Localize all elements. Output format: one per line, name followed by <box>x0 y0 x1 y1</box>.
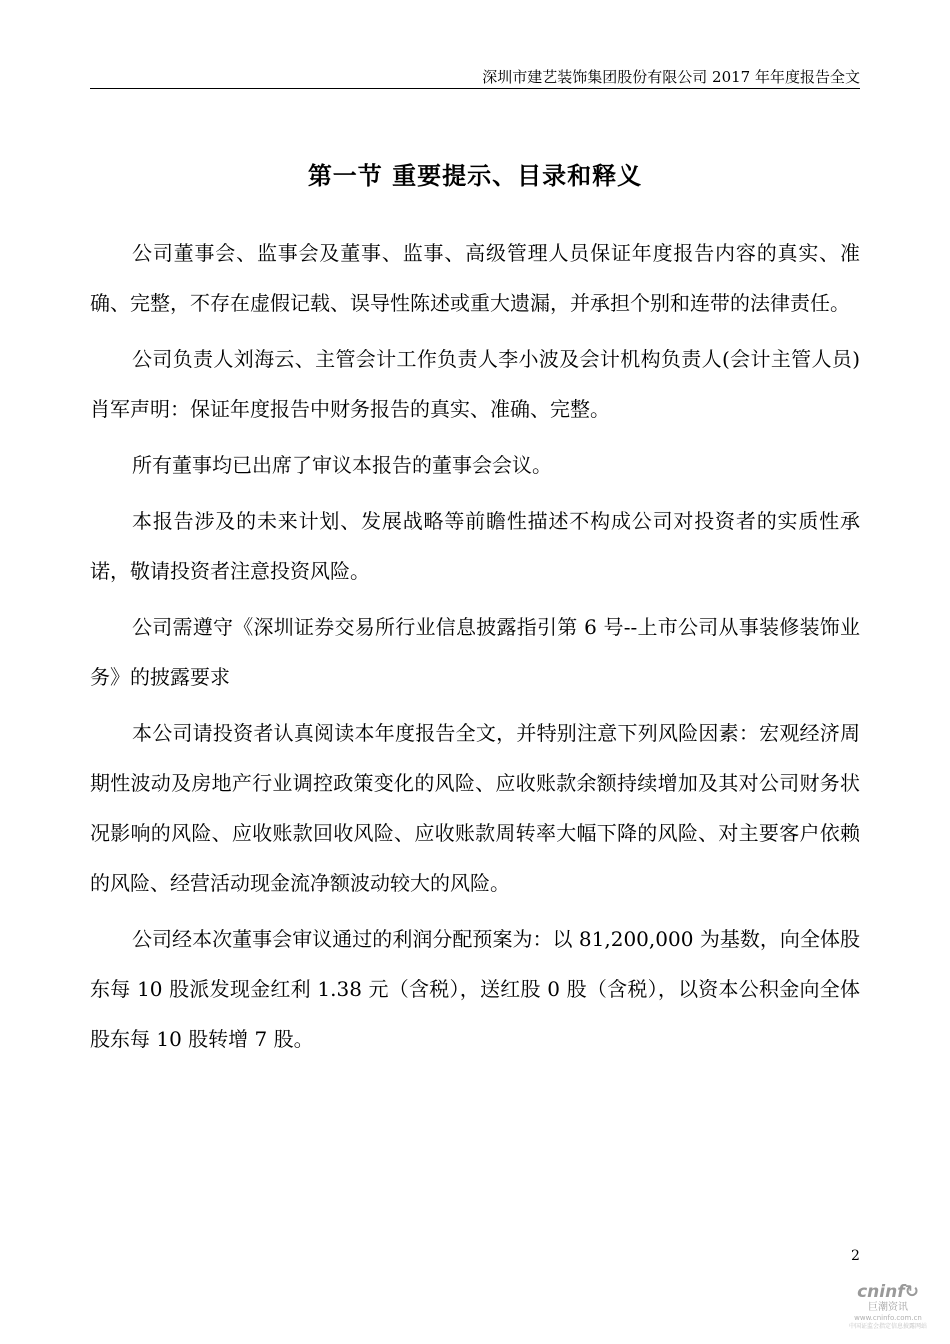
cninfo-url: www.cninfo.com.cn <box>854 1314 922 1322</box>
paragraph-board-attendance: 所有董事均已出席了审议本报告的董事会会议。 <box>132 453 552 477</box>
paragraph-financial-statement: 公司负责人刘海云、主管会计工作负责人李小波及会计机构负责人(会计主管人员)肖军声明：保证年度报告中财务报告的真实、准确、完整。 <box>90 347 860 421</box>
cninfo-swirl-icon: ↻ <box>904 1282 919 1302</box>
page-number: 2 <box>851 1248 860 1264</box>
cninfo-name: 巨潮资讯 <box>868 1302 908 1313</box>
paragraph-disclosure-guideline: 公司需遵守《深圳证券交易所行业信息披露指引第 6 号--上市公司从事装修装饰业务》的披露要求 <box>90 615 860 689</box>
paragraph-profit-distribution: 公司经本次董事会审议通过的利润分配预案为：以 81,200,000 为基数，向全体股东每 10 股派发现金红利 1.38 元（含税），送红股 0 股（含税），以资本公积金向全体股东每 10 股转增 7 股。 <box>90 927 860 1051</box>
header-title: 深圳市建艺装饰集团股份有限公司 2017 年年度报告全文 <box>482 68 860 86</box>
paragraph-responsibility: 公司董事会、监事会及董事、监事、高级管理人员保证年度报告内容的真实、准确、完整，不存在虚假记载、误导性陈述或重大遗漏，并承担个别和连带的法律责任。 <box>90 241 860 315</box>
cninfo-logo-icon <box>838 1282 938 1302</box>
cninfo-strip: 中国证监会指定信息披露网站 <box>848 1323 927 1330</box>
page-header <box>90 62 860 89</box>
cninfo-watermark <box>838 1282 938 1338</box>
document-body <box>90 228 860 1070</box>
paragraph-forward-looking: 本报告涉及的未来计划、发展战略等前瞻性描述不构成公司对投资者的实质性承诺，敬请投资者注意投资风险。 <box>90 509 860 583</box>
cninfo-logo-text: cninf <box>857 1282 905 1302</box>
section-title: 第一节 重要提示、目录和释义 <box>307 161 643 190</box>
paragraph-risk-factors: 本公司请投资者认真阅读本年度报告全文，并特别注意下列风险因素：宏观经济周期性波动及房地产行业调控政策变化的风险、应收账款余额持续增加及其对公司财务状况影响的风险、应收账款回收风险、应收账款周转率大幅下降的风险、对主要客户依赖的风险、经营活动现金流净额波动较大的风险。 <box>90 721 860 895</box>
